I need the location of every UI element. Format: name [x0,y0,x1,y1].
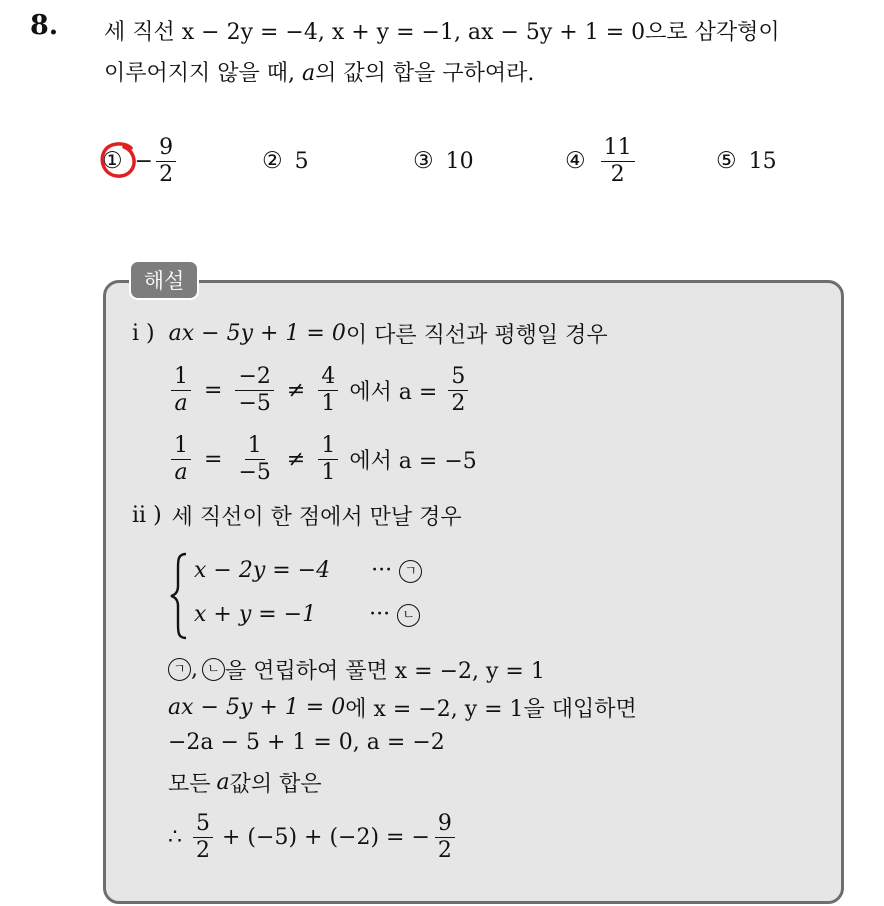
fraction [171,364,191,416]
choice-value: 15 [748,148,777,174]
fraction [601,135,635,187]
not-equal-sign: ≠ [286,377,306,403]
sum-text-a: 모든 [168,772,211,797]
solve-text: 을 연립하여 풀면 x = −2, y = 1 [225,659,545,684]
denominator: 2 [437,837,452,863]
fraction [435,811,455,863]
stem-line-2-a: 이루어지지 않을 때, [104,61,295,86]
solve-line [168,654,545,685]
substitute-equation: ax − 5y + 1 = 0 [168,695,346,720]
choice-1[interactable] [102,128,179,194]
selection-circle-icon [99,140,139,180]
numerator: 9 [156,135,176,161]
fraction [448,364,468,416]
denominator: −5 [238,459,271,485]
denominator: a [174,459,188,485]
denominator: 2 [610,161,625,187]
dots: ··· [369,602,391,627]
stem-variable: a [302,61,316,86]
answer-choices [0,128,884,198]
choice-sign: − [134,148,154,174]
problem-stem [104,12,780,94]
numerator: 1 [171,364,191,390]
choice-mark: ① [102,148,123,174]
ratio-result-text: 에서 a = [349,379,438,405]
case1-text: 이 다른 직선과 평행일 경우 [345,323,608,348]
stem-line-2-b: 의 값의 합을 구하여라. [315,61,535,86]
final-expression: + (−5) + (−2) = − [222,824,430,850]
numerator: 1 [171,433,191,459]
sum-line [168,767,322,798]
choice-2[interactable] [262,128,309,194]
circle-n-icon: ㄴ [202,658,225,681]
numerator: 9 [435,811,455,837]
therefore-symbol: ∴ [168,824,182,850]
choice-5[interactable] [716,128,777,194]
fraction [156,135,176,187]
equals-sign: = [204,446,223,472]
choice-value: 10 [445,148,474,174]
calc-line: −2a − 5 + 1 = 0, a = −2 [168,730,445,755]
ratio-line-2 [168,426,477,492]
denominator: 1 [321,459,336,485]
sum-text-b: 값의 합은 [229,772,322,797]
stem-line-2 [104,53,780,94]
substitute-line [168,692,637,723]
numerator: 5 [448,364,468,390]
case1-label: i ) [132,321,155,346]
stem-line-1: 세 직선 x − 2y = −4, x + y = −1, ax − 5y + 1 = 0으로 삼각형이 [104,20,780,45]
solve-comma: , [191,657,198,682]
choice-mark: ② [262,148,283,174]
sum-variable: a [216,770,230,795]
numerator: 1 [245,433,265,459]
system-row-2 [194,602,420,627]
fraction [318,433,338,485]
ratio-result-text: 에서 a = −5 [349,448,477,474]
case2-heading [132,500,462,531]
dots: ··· [371,558,393,583]
denominator: 2 [451,390,466,416]
denominator: 1 [321,390,336,416]
case1-equation: ax − 5y + 1 = 0 [168,321,346,346]
circle-g-icon: ㄱ [168,658,191,681]
final-line [168,804,458,870]
circle-g-icon: ㄱ [399,560,422,583]
system-row-1 [194,558,422,583]
system-eq-2: x + y = −1 [194,602,317,627]
fraction [171,433,191,485]
equation-system [168,552,498,640]
numerator: 11 [601,135,635,161]
denominator: −5 [238,390,271,416]
circle-n-icon: ㄴ [397,604,420,627]
denominator: 2 [159,161,174,187]
choice-3[interactable] [413,128,474,194]
fraction [193,811,213,863]
substitute-text: 에 x = −2, y = 1을 대입하면 [345,697,637,722]
case2-text: 세 직선이 한 점에서 만날 경우 [171,505,462,530]
solution-tag: 해설 [129,260,199,300]
choice-mark: ④ [565,148,586,174]
numerator: −2 [235,364,273,390]
choice-value: 5 [294,148,309,174]
denominator: 2 [196,837,210,863]
fraction [235,433,273,485]
numerator: 4 [318,364,338,390]
numerator: 5 [193,811,213,837]
equals-sign: = [204,377,223,403]
fraction [235,364,273,416]
choice-mark: ⑤ [716,148,737,174]
brace-icon [168,552,190,640]
system-eq-1: x − 2y = −4 [194,558,331,583]
denominator: a [174,390,188,416]
choice-mark: ③ [413,148,434,174]
numerator: 1 [318,433,338,459]
ratio-line-1 [168,357,471,423]
fraction [318,364,338,416]
case2-label: ii ) [132,503,162,528]
choice-4[interactable] [565,128,638,194]
case1-heading [132,318,608,349]
problem-number: 8. [30,10,59,41]
not-equal-sign: ≠ [286,446,306,472]
